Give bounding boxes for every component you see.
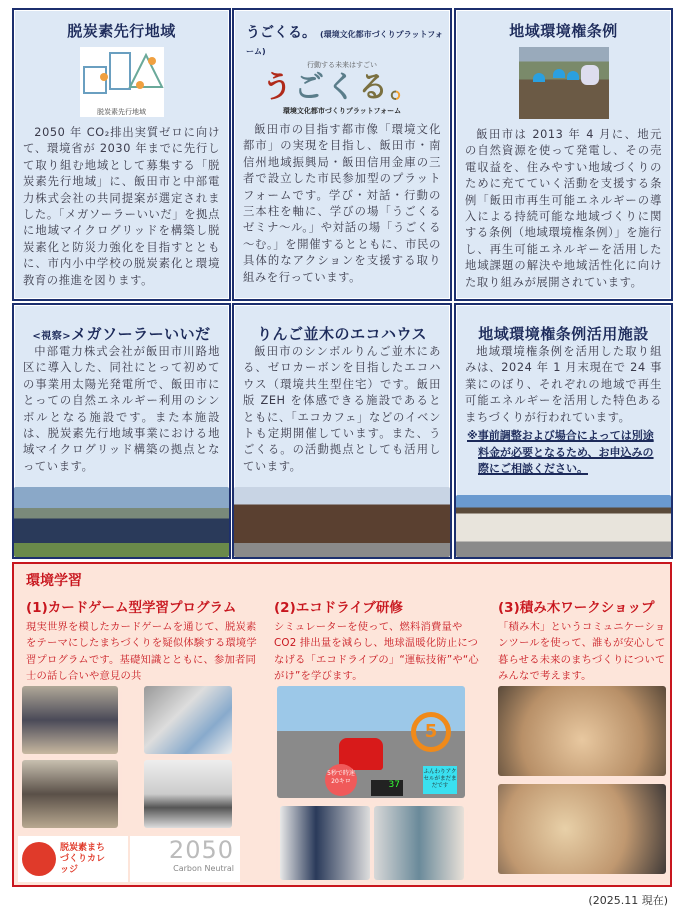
ugokuru-logo <box>234 60 450 116</box>
as-of-date: (2025.11 現在) <box>588 894 668 907</box>
logo-tagline: 行動する未来はすごい <box>307 61 377 69</box>
program-blocks-workshop <box>498 596 668 685</box>
card-title: 地域環境権条例活用施設 <box>478 325 649 343</box>
program-body: 現実世界を模したカードゲームを通じて、脱炭素をテーマにしたまちづくりを疑似体験する環境学習プログラムです。基礎知識とともに、参加者同士の話し合いや意見の共 <box>26 621 257 683</box>
sim-message-right: ふんわりアクセルがまだまだです <box>423 766 457 794</box>
carbon-neutral-2050-logo <box>130 836 240 882</box>
logo-caption: 環境文化都市づくりプラットフォーム <box>282 107 402 115</box>
program-title: (2)エコドライブ研修 <box>274 600 403 616</box>
card-title: うごくる。 <box>246 25 316 41</box>
speed-readout: 37 <box>371 780 403 796</box>
card-title: 地域環境権条例 <box>509 22 618 40</box>
program-title: (3)積み木ワークショップ <box>498 600 655 616</box>
logo-caption: Carbon Neutral <box>173 864 234 873</box>
notice-text: ※事前調整および場合によっては別途料金が必要となるため、お申込みの際にご相談ください。 <box>467 429 654 476</box>
card-body: 飯田市の目指す都市像「環境文化都市」の実現を目指し、飯田市・南信州地域振興局・飯田信用金庫の三者で設立した市民参加型のプラットフォームです。学び・対話・行動の三本柱を軸に、学びの場「うごくるゼミナ～ル。」や対話の場「うごくる～む。」を開催するとともに、市民の具体的なアクションを支援する取り組みを行っています。 <box>243 123 441 284</box>
title-prefix: <視察> <box>32 331 72 342</box>
logo-text: 脱炭素先行地域 <box>97 108 146 116</box>
card-title: 脱炭素先行地域 <box>67 22 176 40</box>
blocks-workshop-photo <box>498 784 666 874</box>
program-body: 「積み木」というコミュニケーションツールを使って、誰もが安心して暮らせる未来のまちづくりについてみんなで考えます。 <box>498 621 666 683</box>
card-body: 中部電力株式会社が飯田市川路地区に導入した、同社にとって初めての事業用太陽光発電所で、飯田市にとっての自然エネルギー利用のシンボルとなる施設です。また本施設は、脱炭素先行地域事業における地域マイクログリッド構築の拠点となっています。 <box>23 345 220 473</box>
card-game-photo <box>22 760 118 828</box>
card-ordinance-facilities <box>454 303 673 559</box>
decarbonization-college-logo <box>18 836 128 882</box>
card-body: 2050 年 CO₂排出実質ゼロに向けて、環境省が 2030 年までに先行して取り組む地域として募集する「脱炭素先行地域」に、飯田市と中部電力株式会社の共同提案が選定されました。「メガソーラーいいだ」を拠点に地域マイクログリッドを構築し脱炭素化と防災力強化を目指すとともに、市内小中学校の脱炭素化と環境教育の推進を図ります。 <box>23 126 220 287</box>
card-subtitle: (環境文化都市づくりプラットフォーム) <box>246 30 443 56</box>
solar-plant-photo <box>14 487 229 557</box>
card-decarbonization-area <box>12 8 231 301</box>
planting-photo <box>519 47 609 119</box>
logo-number: 2050 <box>168 836 234 864</box>
card-ringo-namiki-ecohouse <box>232 303 452 559</box>
program-card-game <box>26 596 261 685</box>
eco-drive-photo <box>374 806 464 880</box>
card-body: 飯田市のシンボルりんご並木にある、ゼロカーボンを目指したエコハウス（環境共生型住宅）です。飯田版 ZEH を体感できる施設であるとともに、「エコカフェ」などのイベントも定期開催しています。また、うごくる。の活動拠点としても活用しています。 <box>243 345 441 473</box>
card-body: 飯田市は 2013 年 4 月に、地元の自然資源を使って発電し、その売電収益を、住みやすい地域づくりのために充てていく活動を支援する条例「飯田市再生可能エネルギーの導入による持続可能な地域づくりに関する条例（地域環境権条例）」を施行し、再生可能エネルギーを活用した地域課題の解決や地域活性化に向けた取り組みが展開されています。 <box>465 128 662 289</box>
program-body: シミュレーターを使って、燃料消費量や CO2 排出量を減らし、地球温暖化防止につなげる「エコドライブの」“運転技術”や“心がけ”を学びます。 <box>274 621 479 683</box>
decarbonization-logo <box>80 47 164 117</box>
card-ugokuru <box>232 8 452 301</box>
card-game-photo <box>144 760 232 828</box>
card-mega-solar-iida <box>12 303 231 559</box>
card-environmental-rights-ordinance <box>454 8 673 301</box>
environmental-learning-section <box>12 562 672 887</box>
card-title: メガソーラーいいだ <box>71 325 211 343</box>
card-title: りんご並木のエコハウス <box>256 325 428 343</box>
card-game-photo <box>22 686 118 754</box>
countdown-badge: 5 <box>411 712 451 752</box>
sim-message-left: 5秒で時速20キロ <box>325 764 357 796</box>
eco-drive-simulator-screen <box>277 686 465 798</box>
section-title: 環境学習 <box>26 573 82 589</box>
ecohouse-photo <box>234 487 450 557</box>
blocks-workshop-photo <box>498 686 666 776</box>
program-title: (1)カードゲーム型学習プログラム <box>26 600 237 616</box>
logo-main: うごくる。 <box>234 70 450 106</box>
card-body: 地域環境権条例を活用した取り組みは、2024 年 1 月末現在で 24 事業にのぼり、それぞれの地域で再生可能エネルギーを活用した特色あるまちづくりが行われています。 <box>465 345 662 424</box>
facility-photo <box>456 495 671 557</box>
program-eco-drive <box>274 596 484 685</box>
logo-text: 脱炭素まちづくりカレッジ <box>60 842 106 875</box>
card-game-photo <box>144 686 232 754</box>
eco-drive-photo <box>280 806 370 880</box>
